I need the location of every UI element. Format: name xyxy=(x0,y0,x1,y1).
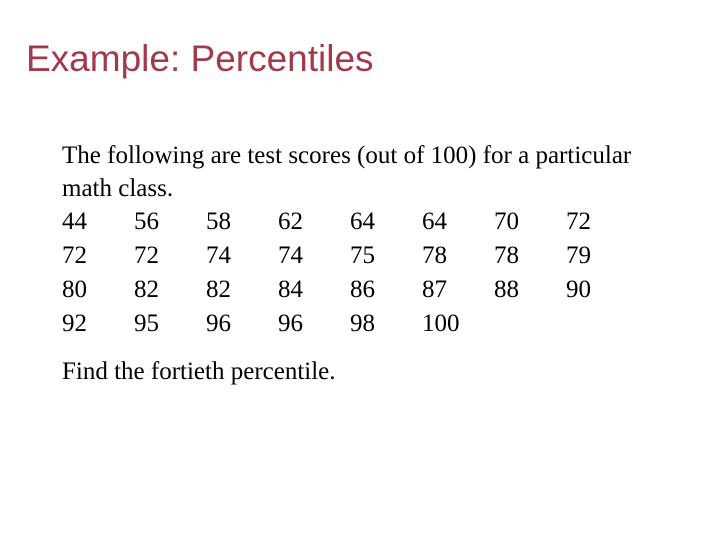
score-cell: 82 xyxy=(206,276,231,303)
score-cell: 74 xyxy=(206,242,231,269)
score-cell: 80 xyxy=(62,276,87,303)
score-cell: 100 xyxy=(422,310,460,337)
score-cell: 64 xyxy=(350,208,375,235)
score-cell: 82 xyxy=(134,276,159,303)
score-cell: 64 xyxy=(422,208,447,235)
question-text: Find the fortieth percentile. xyxy=(62,358,336,385)
score-cell: 70 xyxy=(494,208,519,235)
score-cell: 78 xyxy=(494,242,519,269)
score-cell: 74 xyxy=(278,242,303,269)
score-cell: 92 xyxy=(62,310,87,337)
scores-grid xyxy=(62,205,682,341)
score-cell: 84 xyxy=(278,276,303,303)
score-cell-empty xyxy=(566,307,638,341)
score-cell: 56 xyxy=(134,208,159,235)
score-cell: 90 xyxy=(566,276,591,303)
score-cell: 96 xyxy=(278,310,303,337)
score-cell: 79 xyxy=(566,242,591,269)
score-cell: 44 xyxy=(62,208,87,235)
slide-body xyxy=(62,139,682,413)
score-cell: 58 xyxy=(206,208,231,235)
score-cell: 95 xyxy=(134,310,159,337)
score-cell: 78 xyxy=(422,242,447,269)
score-cell: 96 xyxy=(206,310,231,337)
slide-title: Example: Percentiles xyxy=(26,38,374,79)
score-cell: 72 xyxy=(62,242,87,269)
score-cell: 98 xyxy=(350,310,375,337)
score-cell: 86 xyxy=(350,276,375,303)
score-cell: 72 xyxy=(566,208,591,235)
intro-text: The following are test scores (out of 100) for a particular math class. xyxy=(62,142,632,202)
score-cell: 88 xyxy=(494,276,519,303)
score-cell: 75 xyxy=(350,242,375,269)
score-cell: 72 xyxy=(134,242,159,269)
score-cell: 62 xyxy=(278,208,303,235)
score-cell: 87 xyxy=(422,276,447,303)
score-cell-empty xyxy=(494,307,566,341)
